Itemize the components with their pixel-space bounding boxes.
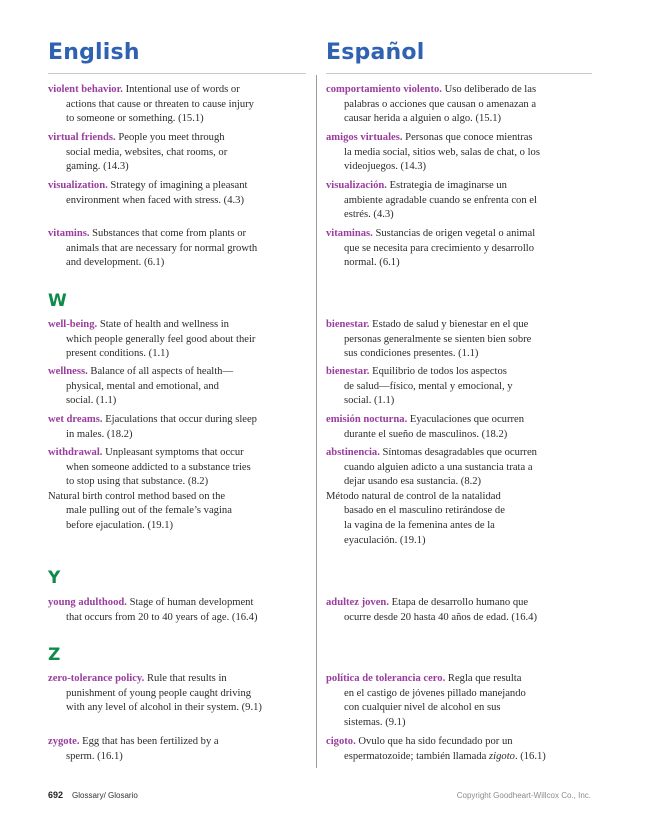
glossary-entry-es xyxy=(326,179,592,223)
glossary-entry-en xyxy=(48,179,310,208)
footer-title: Glossary/ Glosario xyxy=(72,791,138,800)
definition-line: sus condiciones presentes. (1.1) xyxy=(344,348,479,360)
glossary-term: vitaminas. xyxy=(326,228,373,239)
glossary-term: abstinencia. xyxy=(326,447,380,458)
glossary-entry-es xyxy=(326,227,592,271)
definition-line: physical, mental and emotional, and xyxy=(66,380,219,392)
glossary-term: well-being. xyxy=(48,319,98,330)
entry-first-line xyxy=(48,318,310,333)
definition-line: environment when faced with stress. (4.3) xyxy=(66,194,244,206)
definition-line: social. (1.1) xyxy=(344,395,395,407)
definition-line: sistemas. (9.1) xyxy=(344,716,406,728)
glossary-term: comportamiento violento. xyxy=(326,84,442,95)
glossary-entry-es xyxy=(326,413,592,442)
definition-line: Método natural de control de la natalidad xyxy=(326,490,501,502)
letter-heading-w: W xyxy=(48,291,67,311)
definition-line: que se necesita para crecimiento y desarrollo xyxy=(344,242,535,254)
definition-text: Eyaculaciones que ocurren xyxy=(409,414,525,425)
definition-text: Intentional use of words or xyxy=(125,84,240,95)
entry-first-line xyxy=(48,596,310,611)
definition-line: sperm. (16.1) xyxy=(66,750,123,762)
definition-line: la vagina de la femenina antes de la xyxy=(344,519,495,531)
definition-line: gaming. (14.3) xyxy=(66,161,129,173)
glossary-entry-es xyxy=(326,446,592,548)
spanish-heading-rule xyxy=(326,73,592,74)
glossary-term: zero-tolerance policy. xyxy=(48,673,145,684)
definition-text: Síntomas desagradables que ocurren xyxy=(382,447,537,458)
definition-line: ambiente agradable cuando se enfrenta con el xyxy=(344,194,537,206)
definition-line: with any level of alcohol in their system. (9.1) xyxy=(66,702,262,714)
entry-first-line xyxy=(48,735,310,750)
glossary-entry-en xyxy=(48,227,310,271)
definition-line: la media social, sitios web, salas de chat, o los xyxy=(344,146,540,158)
entry-first-line xyxy=(326,365,592,380)
glossary-term: vitamins. xyxy=(48,228,90,239)
definition-text: Sustancias de origen vegetal o animal xyxy=(375,228,536,239)
definition-text: Rule that results in xyxy=(146,673,227,684)
entry-first-line xyxy=(326,227,592,242)
glossary-entry-es xyxy=(326,672,592,730)
definition-text: Personas que conoce mientras xyxy=(405,132,533,143)
definition-line: which people generally feel good about their xyxy=(66,333,256,345)
glossary-entry-en xyxy=(48,413,310,442)
entry-first-line xyxy=(48,672,310,687)
definition-line: when someone addicted to a substance tries xyxy=(66,461,251,473)
glossary-entry-en xyxy=(48,365,310,409)
english-heading-rule xyxy=(48,73,306,74)
glossary-term: emisión nocturna. xyxy=(326,414,408,425)
glossary-entry-en xyxy=(48,596,310,625)
definition-line: estrés. (4.3) xyxy=(344,209,394,221)
letter-heading-y: Y xyxy=(48,568,61,588)
glossary-term: virtual friends. xyxy=(48,132,116,143)
entry-first-line xyxy=(48,446,310,461)
definition-line: normal. (6.1) xyxy=(344,257,400,269)
definition-line: that occurs from 20 to 40 years of age. (16.4) xyxy=(66,611,258,623)
glossary-term: amigos virtuales. xyxy=(326,132,403,143)
definition-line: Natural birth control method based on the xyxy=(48,490,226,502)
definition-line xyxy=(326,750,592,765)
definition-line: eyaculación. (19.1) xyxy=(344,534,426,546)
glossary-term: cigoto. xyxy=(326,736,356,747)
entry-first-line xyxy=(326,735,592,750)
definition-text: Etapa de desarrollo humano que xyxy=(391,597,529,608)
entry-first-line xyxy=(48,131,310,146)
glossary-entry-es xyxy=(326,83,592,127)
definition-text: Unpleasant symptoms that occur xyxy=(105,447,244,458)
entry-first-line xyxy=(48,413,310,428)
glossary-entry-es xyxy=(326,735,592,764)
definition-line: causar herida a alguien o algo. (15.1) xyxy=(344,113,502,125)
entry-first-line xyxy=(326,413,592,428)
definition-line: animals that are necessary for normal growth xyxy=(66,242,258,254)
glossary-entry-en xyxy=(48,318,310,362)
definition-line: basado en el masculino retirándose de xyxy=(344,505,505,517)
definition-line: personas generalmente se sienten bien sobre xyxy=(344,333,532,345)
definition-line: videojuegos. (14.3) xyxy=(344,161,427,173)
glossary-entry-en xyxy=(48,131,310,175)
letter-heading-z: Z xyxy=(48,645,61,665)
entry-first-line xyxy=(48,227,310,242)
definition-line: male pulling out of the female’s vagina xyxy=(66,505,232,517)
definition-line: and development. (6.1) xyxy=(66,257,165,269)
definition-text: State of health and wellness in xyxy=(99,319,229,330)
definition-line: durante el sueño de masculinos. (18.2) xyxy=(344,428,508,440)
entry-first-line xyxy=(326,318,592,333)
entry-first-line xyxy=(48,179,310,194)
definition-line: dejar usando esa sustancia. (8.2) xyxy=(344,476,482,488)
glossary-term: política de tolerancia cero. xyxy=(326,673,446,684)
definition-text: Stage of human development xyxy=(129,597,254,608)
definition-text: Estrategia de imaginarse un xyxy=(389,180,507,191)
glossary-term: zygote. xyxy=(48,736,80,747)
definition-text: . (16.1) xyxy=(514,750,546,762)
definition-line: in males. (18.2) xyxy=(66,428,133,440)
glossary-entry-en xyxy=(48,83,310,127)
entry-first-line xyxy=(326,179,592,194)
glossary-entry-es xyxy=(326,318,592,362)
glossary-term: adultez joven. xyxy=(326,597,389,608)
definition-text: Ovulo que ha sido fecundado por un xyxy=(358,736,513,747)
definition-line: present conditions. (1.1) xyxy=(66,348,169,360)
definition-text: Ejaculations that occur during sleep xyxy=(105,414,257,425)
definition-text: espermatozoide; también llamada xyxy=(344,750,490,762)
glossary-entry-en xyxy=(48,446,310,534)
definition-line: before ejaculation. (19.1) xyxy=(66,519,174,531)
english-column-heading: English xyxy=(48,40,140,65)
glossary-term: bienestar. xyxy=(326,366,370,377)
entry-first-line xyxy=(48,83,310,98)
column-divider xyxy=(316,75,317,768)
glossary-term: visualization. xyxy=(48,180,108,191)
definition-line: en el castigo de jóvenes pillado manejando xyxy=(344,687,526,699)
definition-line: to stop using that substance. (8.2) xyxy=(66,476,209,488)
entry-first-line xyxy=(326,672,592,687)
glossary-entry-en xyxy=(48,672,310,716)
glossary-term: wellness. xyxy=(48,366,88,377)
definition-line: con cualquier nivel de alcohol en sus xyxy=(344,702,501,714)
glossary-term: bienestar. xyxy=(326,319,370,330)
glossary-term: violent behavior. xyxy=(48,84,123,95)
definition-text: Regla que resulta xyxy=(447,673,522,684)
definition-text: Uso deliberado de las xyxy=(444,84,537,95)
entry-first-line xyxy=(326,83,592,98)
glossary-entry-es xyxy=(326,131,592,175)
definition-text: People you meet through xyxy=(118,132,225,143)
entry-first-line xyxy=(326,596,592,611)
definition-line: de salud—físico, mental y emocional, y xyxy=(344,380,513,392)
glossary-term: wet dreams. xyxy=(48,414,103,425)
definition-line: palabras o acciones que causan o amenazan a xyxy=(344,98,537,110)
glossary-term: young adulthood. xyxy=(48,597,127,608)
page-number: 692 xyxy=(48,790,64,800)
definition-text: Estado de salud y bienestar en el que xyxy=(372,319,529,330)
definition-text: Egg that has been fertilized by a xyxy=(82,736,219,747)
copyright-notice: Copyright Goodheart-Willcox Co., Inc. xyxy=(456,791,591,800)
spanish-column-heading: Español xyxy=(326,40,425,65)
glossary-entry-es xyxy=(326,365,592,409)
italic-term: zigoto xyxy=(489,750,515,762)
definition-line: actions that cause or threaten to cause injury xyxy=(66,98,254,110)
definition-line: punishment of young people caught driving xyxy=(66,687,252,699)
definition-line: ocurre desde 20 hasta 40 años de edad. (16.4) xyxy=(344,611,537,623)
definition-line: cuando alguien adicto a una sustancia trata a xyxy=(344,461,533,473)
glossary-term: visualización. xyxy=(326,180,387,191)
glossary-term: withdrawal. xyxy=(48,447,103,458)
definition-line: social media, websites, chat rooms, or xyxy=(66,146,228,158)
definition-text: Balance of all aspects of health— xyxy=(90,366,234,377)
definition-text: Substances that come from plants or xyxy=(92,228,247,239)
definition-text: Equilibrio de todos los aspectos xyxy=(372,366,507,377)
definition-text: Strategy of imagining a pleasant xyxy=(110,180,248,191)
glossary-entry-es xyxy=(326,596,592,625)
entry-first-line xyxy=(326,446,592,461)
definition-line: social. (1.1) xyxy=(66,395,117,407)
entry-first-line xyxy=(326,131,592,146)
definition-line: to someone or something. (15.1) xyxy=(66,113,204,125)
glossary-entry-en xyxy=(48,735,310,764)
entry-first-line xyxy=(48,365,310,380)
